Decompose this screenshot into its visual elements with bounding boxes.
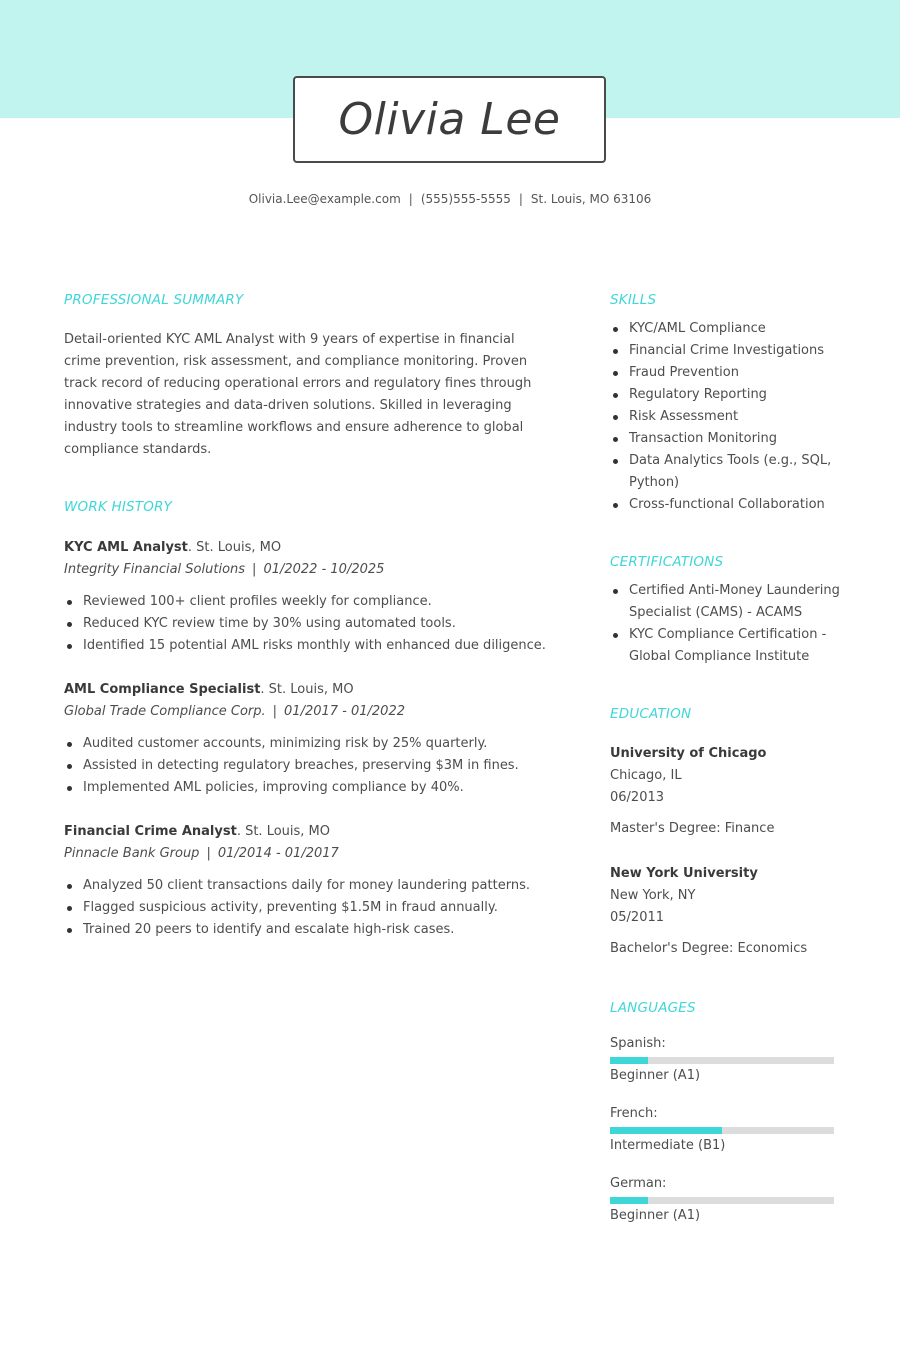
- left-column: [64, 292, 554, 941]
- skills-list: [610, 318, 845, 516]
- language-entry: [610, 1034, 845, 1086]
- language-level: Beginner (A1): [610, 1068, 701, 1083]
- skill-item: KYC/AML Compliance: [610, 318, 845, 340]
- language-proficiency-bar: [610, 1197, 834, 1204]
- skill-item: Fraud Prevention: [610, 362, 845, 384]
- contact-separator: |: [518, 192, 523, 206]
- job-company: Global Trade Compliance Corp.: [64, 704, 266, 719]
- education-entry: [610, 863, 845, 960]
- job-company-line: [64, 701, 554, 723]
- job-bullet: Flagged suspicious activity, preventing $1.5M in fraud annually.: [64, 897, 554, 919]
- job-header: [64, 821, 554, 843]
- job-bullets: [64, 875, 554, 941]
- job-dates: 01/2017 - 01/2022: [284, 704, 405, 719]
- summary-text: Detail-oriented KYC AML Analyst with 9 years of expertise in financial crime prevention, risk assessment, and compliance monitoring. Proven track record of reducing operational errors and regulatory fines through innovative strategies and data-driven solutions. Skilled in leveraging industry tools to streamline workflows and ensure adherence to global compliance standards.: [64, 332, 532, 457]
- contact-email[interactable]: Olivia.Lee@example.com: [248, 192, 401, 206]
- certification-item: KYC Compliance Certification - Global Compliance Institute: [610, 624, 845, 668]
- skill-item: Transaction Monitoring: [610, 428, 845, 450]
- certifications-heading: CERTIFICATIONS: [610, 554, 724, 570]
- contact-separator: |: [408, 192, 413, 206]
- languages-heading: LANGUAGES: [610, 1000, 696, 1016]
- contact-location: St. Louis, MO 63106: [530, 192, 652, 206]
- education-location: Chicago, IL: [610, 768, 682, 783]
- certification-item: Certified Anti-Money Laundering Specialist (CAMS) - ACAMS: [610, 580, 845, 624]
- job-bullet: Implemented AML policies, improving compliance by 40%.: [64, 777, 554, 799]
- right-column: [610, 292, 845, 1226]
- job-bullet: Audited customer accounts, minimizing risk by 25% quarterly.: [64, 733, 554, 755]
- education-date: 05/2011: [610, 910, 665, 925]
- language-proficiency-fill: [610, 1057, 648, 1064]
- summary-heading: PROFESSIONAL SUMMARY: [64, 292, 244, 308]
- name-box: [293, 76, 606, 163]
- job-bullet: Analyzed 50 client transactions daily for money laundering patterns.: [64, 875, 554, 897]
- skill-item: Data Analytics Tools (e.g., SQL, Python): [610, 450, 845, 494]
- job-dates: 01/2014 - 01/2017: [217, 846, 339, 861]
- education-entry: [610, 743, 845, 840]
- job-location: . St. Louis, MO: [187, 540, 282, 555]
- language-proficiency-fill: [610, 1127, 722, 1134]
- language-proficiency-fill: [610, 1197, 648, 1204]
- job-bullets: [64, 733, 554, 799]
- language-name: French:: [610, 1106, 658, 1121]
- skill-item: Risk Assessment: [610, 406, 845, 428]
- job-entry: [64, 537, 554, 657]
- language-entry: [610, 1174, 845, 1226]
- education-school: University of Chicago: [610, 746, 767, 761]
- job-company: Integrity Financial Solutions: [64, 562, 246, 577]
- language-level: Beginner (A1): [610, 1208, 701, 1223]
- job-role: KYC AML Analyst: [64, 540, 188, 555]
- job-separator: |: [252, 562, 257, 577]
- job-entry: [64, 679, 554, 799]
- education-heading: EDUCATION: [610, 706, 692, 722]
- job-company: Pinnacle Bank Group: [64, 846, 200, 861]
- job-separator: |: [206, 846, 211, 861]
- education-school: New York University: [610, 866, 758, 881]
- work-history-heading: WORK HISTORY: [64, 499, 173, 515]
- job-location: . St. Louis, MO: [260, 682, 354, 697]
- language-name: Spanish:: [610, 1036, 666, 1051]
- job-entry: [64, 821, 554, 941]
- job-bullet: Reduced KYC review time by 30% using automated tools.: [64, 613, 554, 635]
- job-company-line: [64, 559, 554, 581]
- language-entry: [610, 1104, 845, 1156]
- job-bullet: Assisted in detecting regulatory breaches, preserving $3M in fines.: [64, 755, 554, 777]
- job-header: [64, 679, 554, 701]
- education-location: New York, NY: [610, 888, 696, 903]
- skill-item: Financial Crime Investigations: [610, 340, 845, 362]
- contact-line: [0, 192, 900, 206]
- language-level: Intermediate (B1): [610, 1138, 726, 1153]
- certifications-list: [610, 580, 845, 668]
- job-bullets: [64, 591, 554, 657]
- language-name: German:: [610, 1176, 667, 1191]
- education-date: 06/2013: [610, 790, 665, 805]
- job-bullet: Reviewed 100+ client profiles weekly for compliance.: [64, 591, 554, 613]
- education-degree: Master's Degree: Finance: [610, 821, 775, 836]
- job-company-line: [64, 843, 554, 865]
- job-role: Financial Crime Analyst: [64, 824, 237, 839]
- candidate-name: Olivia Lee: [338, 93, 561, 145]
- job-location: . St. Louis, MO: [236, 824, 330, 839]
- skill-item: Regulatory Reporting: [610, 384, 845, 406]
- skills-heading: SKILLS: [610, 292, 657, 308]
- job-role: AML Compliance Specialist: [64, 682, 261, 697]
- job-separator: |: [272, 704, 278, 719]
- job-bullet: Identified 15 potential AML risks monthly with enhanced due diligence.: [64, 635, 554, 657]
- job-bullet: Trained 20 peers to identify and escalate high-risk cases.: [64, 919, 554, 941]
- job-dates: 01/2022 - 10/2025: [263, 562, 385, 577]
- job-header: [64, 537, 554, 559]
- language-proficiency-bar: [610, 1127, 834, 1134]
- skill-item: Cross-functional Collaboration: [610, 494, 845, 516]
- education-degree: Bachelor's Degree: Economics: [610, 941, 808, 956]
- contact-phone[interactable]: (555)555-5555: [420, 192, 511, 206]
- language-proficiency-bar: [610, 1057, 834, 1064]
